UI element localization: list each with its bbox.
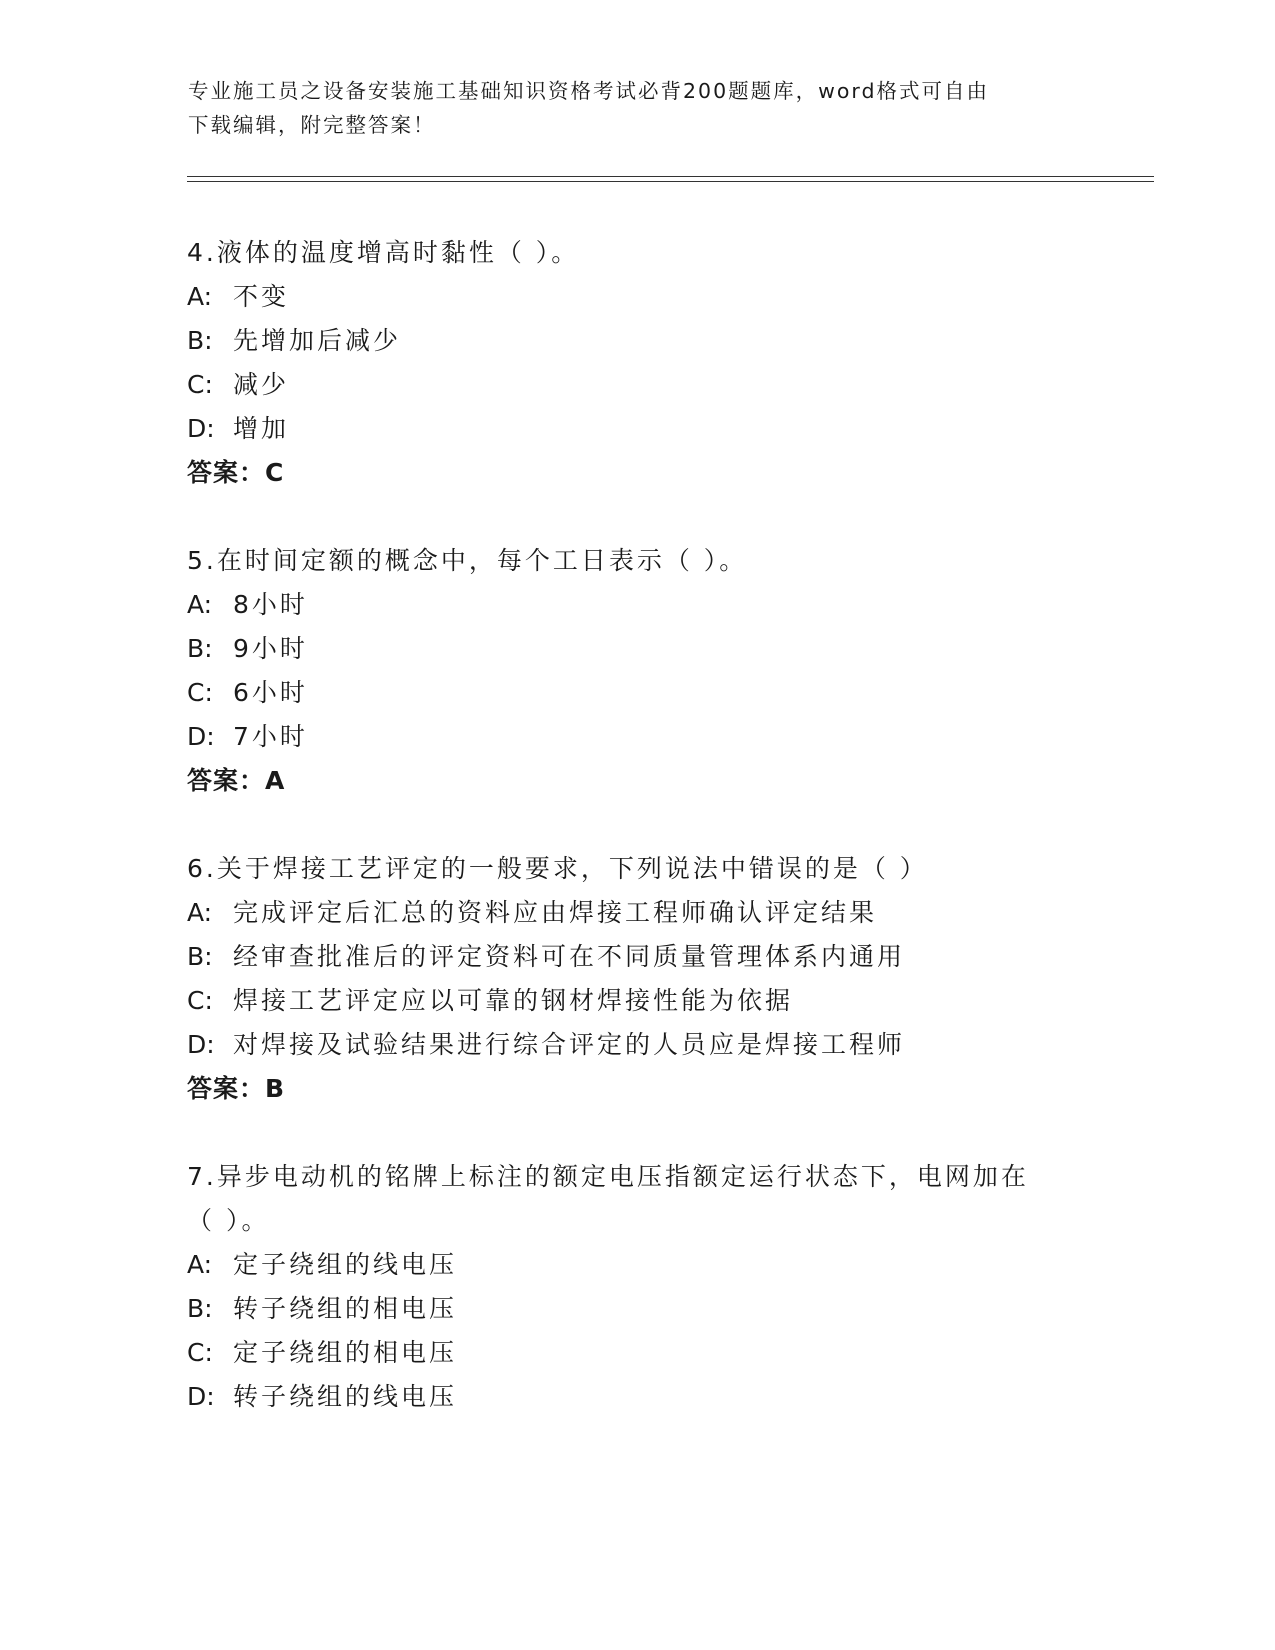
option-line [187, 1380, 457, 1414]
question-stem: 6.关于焊接工艺评定的一般要求，下列说法中错误的是（ ） [187, 854, 928, 883]
option-letter: C: [187, 678, 213, 707]
option-letter: A: [187, 1250, 213, 1279]
option-letter: D: [187, 1030, 215, 1059]
option-text: 定子绕组的相电压 [233, 1338, 458, 1367]
option-line [187, 940, 905, 974]
option-line [187, 984, 793, 1018]
option-line [187, 896, 877, 930]
option-letter: B: [187, 634, 213, 663]
option-text: 减少 [233, 370, 290, 399]
option-text: 7小时 [233, 722, 308, 751]
option-text: 完成评定后汇总的资料应由焊接工程师确认评定结果 [233, 898, 878, 927]
question-stem: 5.在时间定额的概念中，每个工日表示（ ）。 [187, 546, 748, 575]
header-line-2: 下载编辑，附完整答案！ [188, 113, 436, 137]
option-line [187, 1292, 457, 1326]
option-letter: A: [187, 898, 213, 927]
option-line [187, 720, 308, 754]
option-letter: A: [187, 282, 213, 311]
option-text: 9小时 [233, 634, 308, 663]
option-letter: D: [187, 414, 215, 443]
option-letter: B: [187, 1294, 213, 1323]
option-text: 不变 [233, 282, 290, 311]
option-letter: C: [187, 1338, 213, 1367]
option-line [187, 676, 308, 710]
question-stem-continued: （ ）。 [187, 1206, 270, 1235]
option-letter: B: [187, 326, 213, 355]
header-divider-top [187, 176, 1154, 177]
option-line [187, 1248, 457, 1282]
answer-line: 答案：A [187, 766, 286, 795]
option-text: 增加 [233, 414, 290, 443]
option-line [187, 588, 308, 622]
option-text: 焊接工艺评定应以可靠的钢材焊接性能为依据 [233, 986, 794, 1015]
document-header [188, 74, 1088, 142]
question-stem: 7.异步电动机的铭牌上标注的额定电压指额定运行状态下，电网加在 [187, 1162, 1029, 1191]
option-letter: C: [187, 986, 213, 1015]
header-divider-bottom [187, 181, 1154, 182]
option-text: 定子绕组的线电压 [233, 1250, 458, 1279]
option-letter: D: [187, 722, 215, 751]
option-line [187, 632, 308, 666]
option-line [187, 280, 289, 314]
answer-line: 答案：B [187, 1074, 286, 1103]
option-letter: B: [187, 942, 213, 971]
option-line [187, 1336, 457, 1370]
option-text: 经审查批准后的评定资料可在不同质量管理体系内通用 [233, 942, 906, 971]
header-line-1: 专业施工员之设备安装施工基础知识资格考试必背200题题库，word格式可自由 [188, 79, 990, 103]
option-letter: D: [187, 1382, 215, 1411]
option-text: 6小时 [233, 678, 308, 707]
option-text: 对焊接及试验结果进行综合评定的人员应是焊接工程师 [233, 1030, 906, 1059]
option-line [187, 324, 401, 358]
option-line [187, 368, 289, 402]
option-line [187, 1028, 905, 1062]
question-stem: 4.液体的温度增高时黏性（ ）。 [187, 238, 580, 267]
option-letter: C: [187, 370, 213, 399]
option-line [187, 412, 289, 446]
option-letter: A: [187, 590, 213, 619]
option-text: 先增加后减少 [233, 326, 402, 355]
option-text: 8小时 [233, 590, 308, 619]
option-text: 转子绕组的线电压 [233, 1382, 458, 1411]
answer-line: 答案：C [187, 458, 285, 487]
option-text: 转子绕组的相电压 [233, 1294, 458, 1323]
